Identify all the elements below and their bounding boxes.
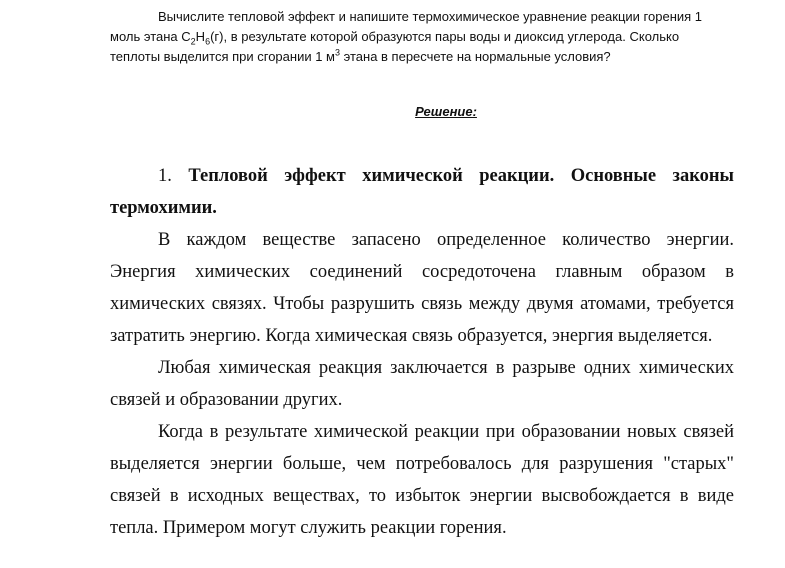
section-number: 1. <box>158 166 189 186</box>
task-subscript-carbon: 2 <box>190 36 196 47</box>
task-text-part1: Вычислите тепловой эффект и напишите термохимическое уравнение реакции горения 1 моль этана C <box>110 9 703 44</box>
solution-label: Решение: <box>415 104 477 119</box>
task-text-part4: этана в пересчете на нормальные условия? <box>340 49 611 64</box>
paragraph-3: Когда в результате химической реакции при образовании новых связей выделяется энергии больше, чем потребовалось для разрушения "старых" связей в исходных веществах, то избыток энергии высвобождается в виде тепла. Примером могут служить реакции горения. <box>110 422 734 538</box>
task-superscript-cubic: 3 <box>335 47 341 58</box>
section-heading <box>110 160 734 224</box>
paragraph-1: В каждом веществе запасено определенное количество энергии. Энергия химических соединений сосредоточена главным образом в химических связях. Чтобы разрушить связь между двумя атомами, требуется затратить энергию. Когда химическая связь образуется, энергия выделяется. <box>110 230 734 346</box>
paragraph-2: Любая химическая реакция заключается в разрыве одних химических связей и образовании других. <box>110 358 734 410</box>
solution-body <box>110 160 734 544</box>
task-statement <box>110 7 730 67</box>
task-text-part3: (г), в результате которой образуются пары воды и диоксид углерода. Сколько теплоты выделится при сгорании 1 м <box>110 29 680 64</box>
task-subscript-hydrogen: 6 <box>205 36 211 47</box>
section-title: Тепловой эффект химической реакции. Основные законы термохимии. <box>110 166 735 218</box>
task-text-part2: H <box>195 29 206 44</box>
